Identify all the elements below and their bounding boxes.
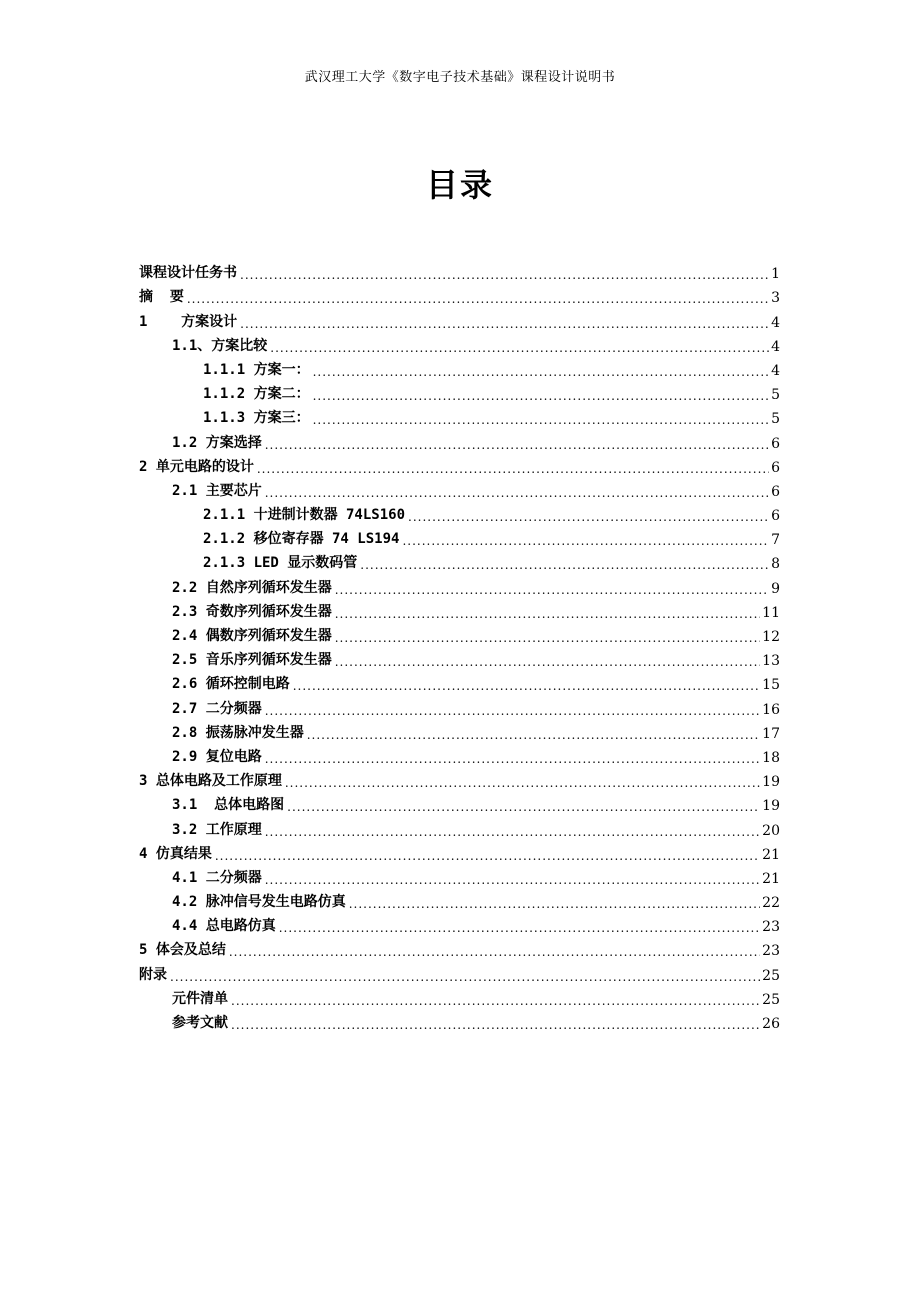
- toc-entry-label: 1.1.3 方案三：: [203, 410, 310, 427]
- toc-entry-page: 11: [762, 604, 780, 621]
- toc-leader-dots: [287, 800, 760, 814]
- toc-entry-label: 2.4 偶数序列循环发生器: [172, 628, 332, 644]
- toc-leader-dots: [257, 462, 769, 476]
- toc-entry-page: 6: [771, 435, 780, 452]
- toc-entry-label: 2.6 循环控制电路: [172, 676, 290, 693]
- page-header: 武汉理工大学《数字电子技术基础》课程设计说明书: [304, 70, 616, 85]
- toc-entry-page: 6: [771, 508, 780, 525]
- toc-leader-dots: [187, 292, 769, 306]
- toc-entry[interactable]: [139, 548, 780, 572]
- toc-entry[interactable]: [139, 306, 780, 330]
- toc-leader-dots: [402, 534, 769, 548]
- toc-entry[interactable]: [139, 427, 780, 451]
- toc-entry-label: 4.4 总电路仿真: [172, 918, 276, 935]
- toc-entry-label: 3.1 总体电路图: [172, 797, 285, 814]
- toc-entry-page: 5: [771, 411, 780, 428]
- toc-leader-dots: [229, 945, 760, 959]
- toc-entry[interactable]: [139, 766, 780, 790]
- toc-entry[interactable]: [139, 258, 780, 282]
- toc-entry[interactable]: [139, 959, 780, 983]
- toc-leader-dots: [265, 486, 769, 500]
- toc-entry-page: 4: [771, 338, 780, 355]
- toc-leader-dots: [270, 341, 769, 355]
- toc-entry-page: 4: [771, 362, 780, 379]
- toc-entry-label: 4.2 脉冲信号发生电路仿真: [172, 894, 346, 911]
- toc-entry[interactable]: [139, 814, 780, 838]
- toc-leader-dots: [313, 389, 770, 403]
- toc-entry-label: 摘 要: [139, 289, 184, 306]
- toc-entry-label: 1.1、方案比较: [172, 337, 268, 354]
- toc-entry-label: 1.1.2 方案二：: [203, 386, 310, 403]
- toc-entry[interactable]: [139, 887, 780, 911]
- toc-entry-page: 12: [762, 629, 780, 645]
- toc-entry-label: 2.1.1 十进制计数器 74LS160: [203, 507, 406, 524]
- toc-leader-dots: [170, 970, 760, 984]
- toc-entry-page: 21: [762, 870, 780, 887]
- toc-entry-page: 6: [771, 459, 780, 476]
- toc-leader-dots: [408, 510, 769, 524]
- toc-entry-label: 2.1.3 LED 显示数码管: [203, 555, 358, 572]
- toc-entry-page: 23: [762, 943, 780, 960]
- toc-entry-label: 2.1 主要芯片: [172, 482, 262, 499]
- toc-entry[interactable]: [139, 790, 780, 814]
- toc-leader-dots: [240, 317, 769, 331]
- toc-leader-dots: [215, 849, 760, 863]
- toc-entry-label: 元件清单: [172, 990, 228, 1007]
- toc-leader-dots: [335, 631, 760, 645]
- toc-entry-label: 2.7 二分频器: [172, 700, 262, 717]
- toc-leader-dots: [231, 1018, 760, 1032]
- toc-leader-dots: [285, 776, 760, 790]
- toc-entry[interactable]: [139, 984, 780, 1008]
- toc-entry-label: 2.3 奇数序列循环发生器: [172, 603, 332, 620]
- toc-entry-label: 2.1.2 移位寄存器 74 LS194: [203, 531, 400, 548]
- toc-entry-label: 2.2 自然序列循环发生器: [172, 579, 332, 596]
- toc-entry[interactable]: [139, 863, 780, 887]
- toc-leader-dots: [265, 704, 760, 718]
- toc-entry[interactable]: [139, 572, 780, 596]
- toc-leader-dots: [293, 679, 760, 693]
- toc-entry-label: 5 体会及总结: [139, 942, 226, 959]
- toc-entry-label: 2.8 振荡脉冲发生器: [172, 724, 304, 741]
- toc-leader-dots: [335, 583, 769, 597]
- toc-entry-page: 9: [771, 580, 780, 597]
- toc-entry-label: 参考文献: [172, 1015, 228, 1031]
- toc-entry-page: 20: [762, 822, 780, 839]
- toc-leader-dots: [335, 607, 760, 621]
- toc-leader-dots: [279, 921, 760, 935]
- toc-entry-page: 16: [762, 701, 780, 718]
- toc-entry[interactable]: [139, 524, 780, 548]
- toc-entry[interactable]: [139, 403, 780, 427]
- toc-entry-label: 2 单元电路的设计: [139, 458, 254, 475]
- toc-entry[interactable]: [139, 621, 780, 645]
- toc-entry-page: 4: [771, 314, 780, 331]
- toc-entry-label: 附录: [139, 966, 167, 983]
- toc-entry[interactable]: [139, 645, 780, 669]
- toc-entry[interactable]: [139, 355, 780, 379]
- toc-entry-page: 23: [762, 919, 780, 936]
- toc-entry-label: 1.1.1 方案一：: [203, 361, 310, 378]
- toc-leader-dots: [265, 825, 760, 839]
- toc-entry[interactable]: [139, 476, 780, 500]
- toc-entry-label: 3.2 工作原理: [172, 821, 262, 838]
- toc-leader-dots: [360, 558, 769, 572]
- toc-leader-dots: [265, 438, 769, 452]
- toc-entry[interactable]: [139, 911, 780, 935]
- toc-leader-dots: [307, 728, 760, 742]
- toc-entry[interactable]: [139, 597, 780, 621]
- toc-entry[interactable]: [139, 693, 780, 717]
- toc-entry-page: 5: [771, 387, 780, 404]
- toc-entry-page: 25: [762, 991, 780, 1008]
- toc-entry-page: 22: [762, 895, 780, 912]
- toc-entry[interactable]: [139, 1008, 780, 1032]
- toc-entry[interactable]: [139, 331, 780, 355]
- toc-entry-label: 3 总体电路及工作原理: [139, 773, 282, 790]
- toc-entry[interactable]: [139, 669, 780, 693]
- toc-entry-page: 15: [762, 677, 780, 694]
- toc-entry-label: 课程设计任务书: [139, 265, 237, 282]
- toc-entry[interactable]: [139, 935, 780, 959]
- toc-leader-dots: [265, 873, 760, 887]
- toc-entry[interactable]: [139, 452, 780, 476]
- toc-entry[interactable]: [139, 379, 780, 403]
- toc-entry[interactable]: [139, 839, 780, 863]
- toc-entry-page: 8: [771, 556, 780, 573]
- toc-entry-label: 4 仿真结果: [139, 845, 212, 862]
- toc-entry-label: 1.2 方案选择: [172, 434, 262, 451]
- table-of-contents: [139, 258, 780, 1032]
- page-title: 目录: [425, 166, 494, 204]
- toc-entry-label: 4.1 二分频器: [172, 869, 262, 886]
- toc-entry[interactable]: [139, 718, 780, 742]
- toc-entry-page: 18: [762, 749, 780, 766]
- toc-leader-dots: [265, 752, 760, 766]
- toc-entry[interactable]: [139, 500, 780, 524]
- toc-entry-label: 1 方案设计: [139, 313, 238, 330]
- toc-entry-page: 19: [762, 774, 780, 791]
- toc-leader-dots: [231, 994, 760, 1008]
- toc-leader-dots: [313, 413, 770, 427]
- toc-leader-dots: [313, 365, 770, 379]
- toc-entry-page: 6: [771, 483, 780, 500]
- toc-entry-page: 26: [762, 1016, 780, 1032]
- toc-entry-page: 17: [762, 725, 780, 742]
- toc-entry-page: 3: [771, 290, 780, 307]
- toc-entry-page: 19: [762, 798, 780, 815]
- toc-entry-page: 13: [762, 653, 780, 670]
- toc-leader-dots: [349, 897, 760, 911]
- toc-entry[interactable]: [139, 742, 780, 766]
- toc-entry-page: 21: [762, 846, 780, 863]
- toc-entry-label: 2.5 音乐序列循环发生器: [172, 652, 332, 669]
- toc-entry-label: 2.9 复位电路: [172, 748, 262, 765]
- toc-leader-dots: [335, 655, 760, 669]
- toc-entry-page: 7: [771, 532, 780, 549]
- toc-entry[interactable]: [139, 282, 780, 306]
- toc-entry-page: 25: [762, 967, 780, 984]
- toc-leader-dots: [240, 268, 769, 282]
- toc-entry-page: 1: [771, 266, 780, 283]
